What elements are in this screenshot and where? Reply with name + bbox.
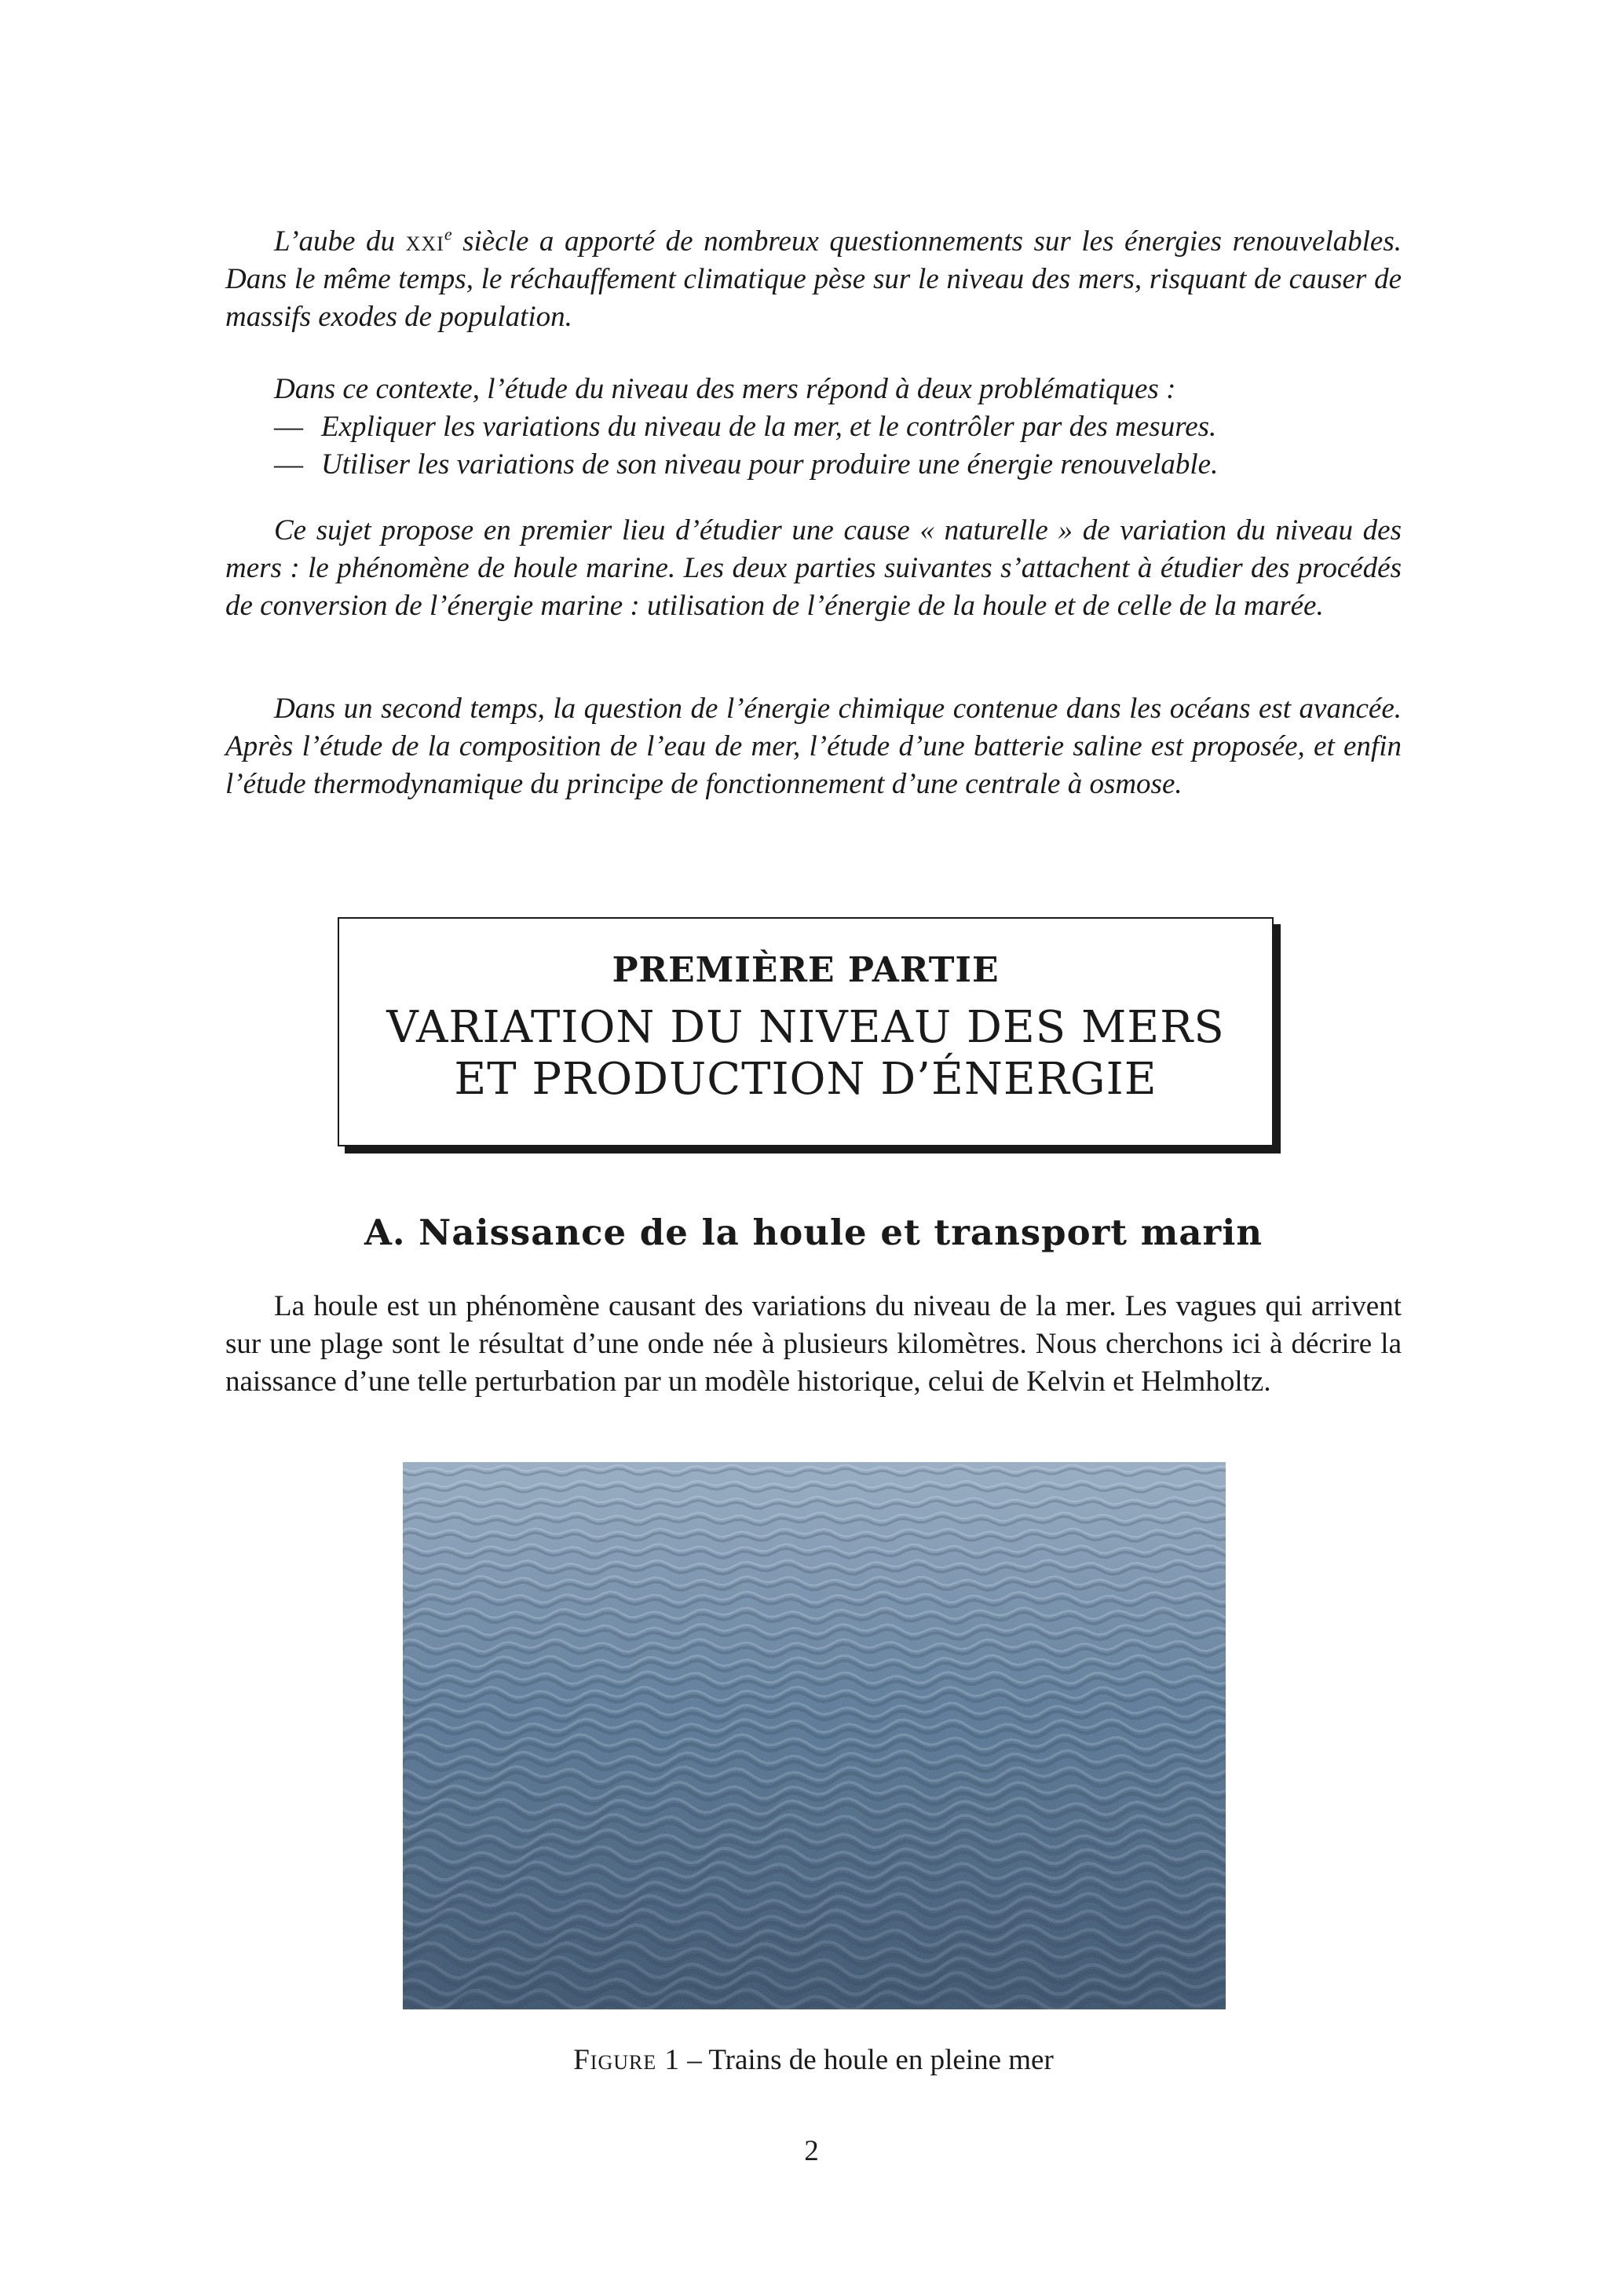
part-title	[339, 1002, 1272, 1106]
problem-item-2	[274, 446, 1402, 484]
photo-grain	[403, 1462, 1226, 2009]
figure-caption-text: Trains de houle en pleine mer	[708, 2044, 1054, 2076]
dash-bullet: —	[274, 448, 303, 481]
sea-swell-photo	[403, 1462, 1226, 2009]
section-body-paragraph: La houle est un phénomène causant des variations du niveau de la mer. Les vagues qui arrivent sur une plage sont le résultat d’une onde née à plusieurs kilomètres. Nous cherchons ici à décrire la naissance d’une telle perturbation par un modèle historique, celui de Kelvin et Helmholtz.	[225, 1290, 1402, 1398]
problem-item-text: Utiliser les variations de son niveau pour produire une énergie renouvelable.	[321, 448, 1219, 481]
century-numeral: xxi	[405, 225, 444, 258]
problem-item-1	[274, 408, 1402, 446]
page-number: 2	[804, 2135, 819, 2167]
part-title-line-2: ET PRODUCTION D’ÉNERGIE	[454, 1054, 1157, 1105]
caption-separator: –	[679, 2044, 709, 2076]
section-title: A. Naissance de la houle et transport marin	[364, 1212, 1263, 1253]
part-title-box	[338, 917, 1274, 1146]
intro-p1-start: L’aube du	[274, 225, 406, 258]
intro-paragraph-4: Dans un second temps, la question de l’énergie chimique contenue dans les océans est avancée. Après l’étude de la composition de l’eau de mer, l’étude d’une batterie saline est proposée, et enfin l’étude thermodynamique du principe de fonctionnement d’une centrale à osmose.	[225, 693, 1402, 800]
part-title-line-1: VARIATION DU NIVEAU DES MERS	[386, 1002, 1225, 1053]
intro-p1-rest: siècle a apporté de nombreux questionnements sur les énergies renouvelables. Dans le même temps, le réchauffement climatique pèse sur le niveau des mers, risquant de causer de massifs exodes de population.	[225, 225, 1402, 333]
figure-caption	[225, 2042, 1402, 2079]
century-superscript: e	[444, 224, 452, 244]
problem-item-text: Expliquer les variations du niveau de la mer, et le contrôler par des mesures.	[321, 411, 1217, 443]
figure-label: Figure 1	[573, 2044, 680, 2076]
dash-bullet: —	[274, 411, 303, 443]
intro-paragraph-1	[225, 223, 1402, 336]
intro-paragraph-3: Ce sujet propose en premier lieu d’étudier une cause « naturelle » de variation du niveau des mers : le phénomène de houle marine. Les deux parties suivantes s’attachent à étudier des procédés de conversion de l’énergie marine : utilisation de l’énergie de la houle et de celle de la marée.	[225, 514, 1402, 622]
intro-paragraph-2-lead: Dans ce contexte, l’étude du niveau des mers répond à deux problématiques :	[274, 373, 1176, 405]
part-label: PREMIÈRE PARTIE	[612, 950, 1000, 990]
